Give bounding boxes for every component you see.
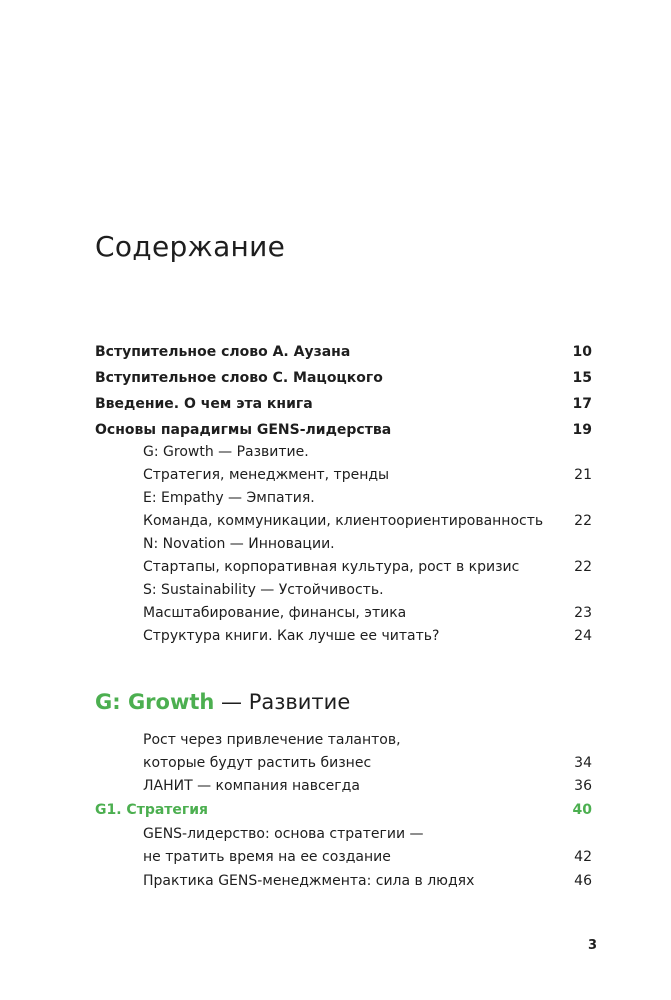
toc-entry-title: E: Empathy — Эмпатия. — [143, 490, 315, 506]
toc-entry — [143, 625, 592, 647]
toc-entry — [143, 870, 592, 892]
toc-entry-title: не тратить время на ее создание — [143, 849, 391, 865]
toc-entry-page: 19 — [572, 422, 592, 438]
section-heading-rest: — Развитие — [214, 690, 351, 714]
toc-entry — [143, 775, 592, 797]
toc-entry-title: Масштабирование, финансы, этика — [143, 605, 407, 621]
toc-entry-page: 36 — [574, 778, 592, 794]
toc-entry-title: N: Novation — Инновации. — [143, 536, 335, 552]
toc-entry-page: 34 — [574, 755, 592, 771]
toc-entry — [95, 367, 592, 389]
toc-entry — [95, 799, 592, 821]
toc-entry — [143, 752, 592, 774]
toc-entry-page: 23 — [574, 605, 592, 621]
toc-entry-title: Введение. О чем эта книга — [95, 396, 313, 412]
toc-entry-page: 42 — [574, 849, 592, 865]
toc-entry-title: G1. Стратегия — [95, 802, 209, 818]
toc-entry-title: Стартапы, корпоративная культура, рост в кризис — [143, 559, 520, 575]
toc-entry-title: Вступительное слово С. Мацоцкого — [95, 370, 383, 386]
page-number: 3 — [588, 938, 598, 953]
toc-entry — [143, 510, 592, 532]
toc-entry — [143, 487, 592, 509]
toc-entry-title: G: Growth — Развитие. — [143, 444, 309, 460]
section-heading-accent: G: Growth — [95, 690, 215, 714]
toc-entry-title: S: Sustainability — Устойчивость. — [143, 582, 384, 598]
toc-entry — [143, 602, 592, 624]
toc-entry — [143, 464, 592, 486]
toc-entry-title: Стратегия, менеджмент, тренды — [143, 467, 390, 483]
toc-entry-title: GENS-лидерство: основа стратегии — — [143, 826, 424, 842]
section-heading — [95, 690, 350, 714]
toc-entry-title: которые будут растить бизнес — [143, 755, 372, 771]
toc-entry-page: 21 — [574, 467, 592, 483]
toc-entry — [143, 556, 592, 578]
toc-entry-page: 46 — [574, 873, 592, 889]
toc-entry-title: Рост через привлечение талантов, — [143, 732, 401, 748]
toc-entry-page: 15 — [572, 370, 592, 386]
toc-entry-page: 40 — [572, 802, 592, 818]
toc-entry-page: 22 — [574, 513, 592, 529]
toc-entry-page: 10 — [572, 344, 592, 360]
toc-entry-title: Структура книги. Как лучше ее читать? — [143, 628, 440, 644]
toc-entry-title: Команда, коммуникации, клиентоориентированность — [143, 513, 544, 529]
toc-entry — [143, 441, 592, 463]
toc-entry — [95, 341, 592, 363]
toc-entry-page: 24 — [574, 628, 592, 644]
toc-entry-page: 17 — [572, 396, 592, 412]
page-title: Содержание — [95, 230, 286, 263]
toc-entry — [143, 579, 592, 601]
toc-entry — [143, 846, 592, 868]
toc-entry-title: Основы парадигмы GENS-лидерства — [95, 422, 392, 438]
toc-entry-title: Вступительное слово А. Аузана — [95, 344, 351, 360]
toc-entry — [95, 393, 592, 415]
toc-entry — [143, 729, 592, 751]
toc-entry-page: 22 — [574, 559, 592, 575]
toc-entry-title: Практика GENS-менеджмента: сила в людях — [143, 873, 475, 889]
toc-entry — [143, 823, 592, 845]
toc-entry — [143, 533, 592, 555]
toc-entry — [95, 419, 592, 441]
toc-entry-title: ЛАНИТ — компания навсегда — [143, 778, 360, 794]
